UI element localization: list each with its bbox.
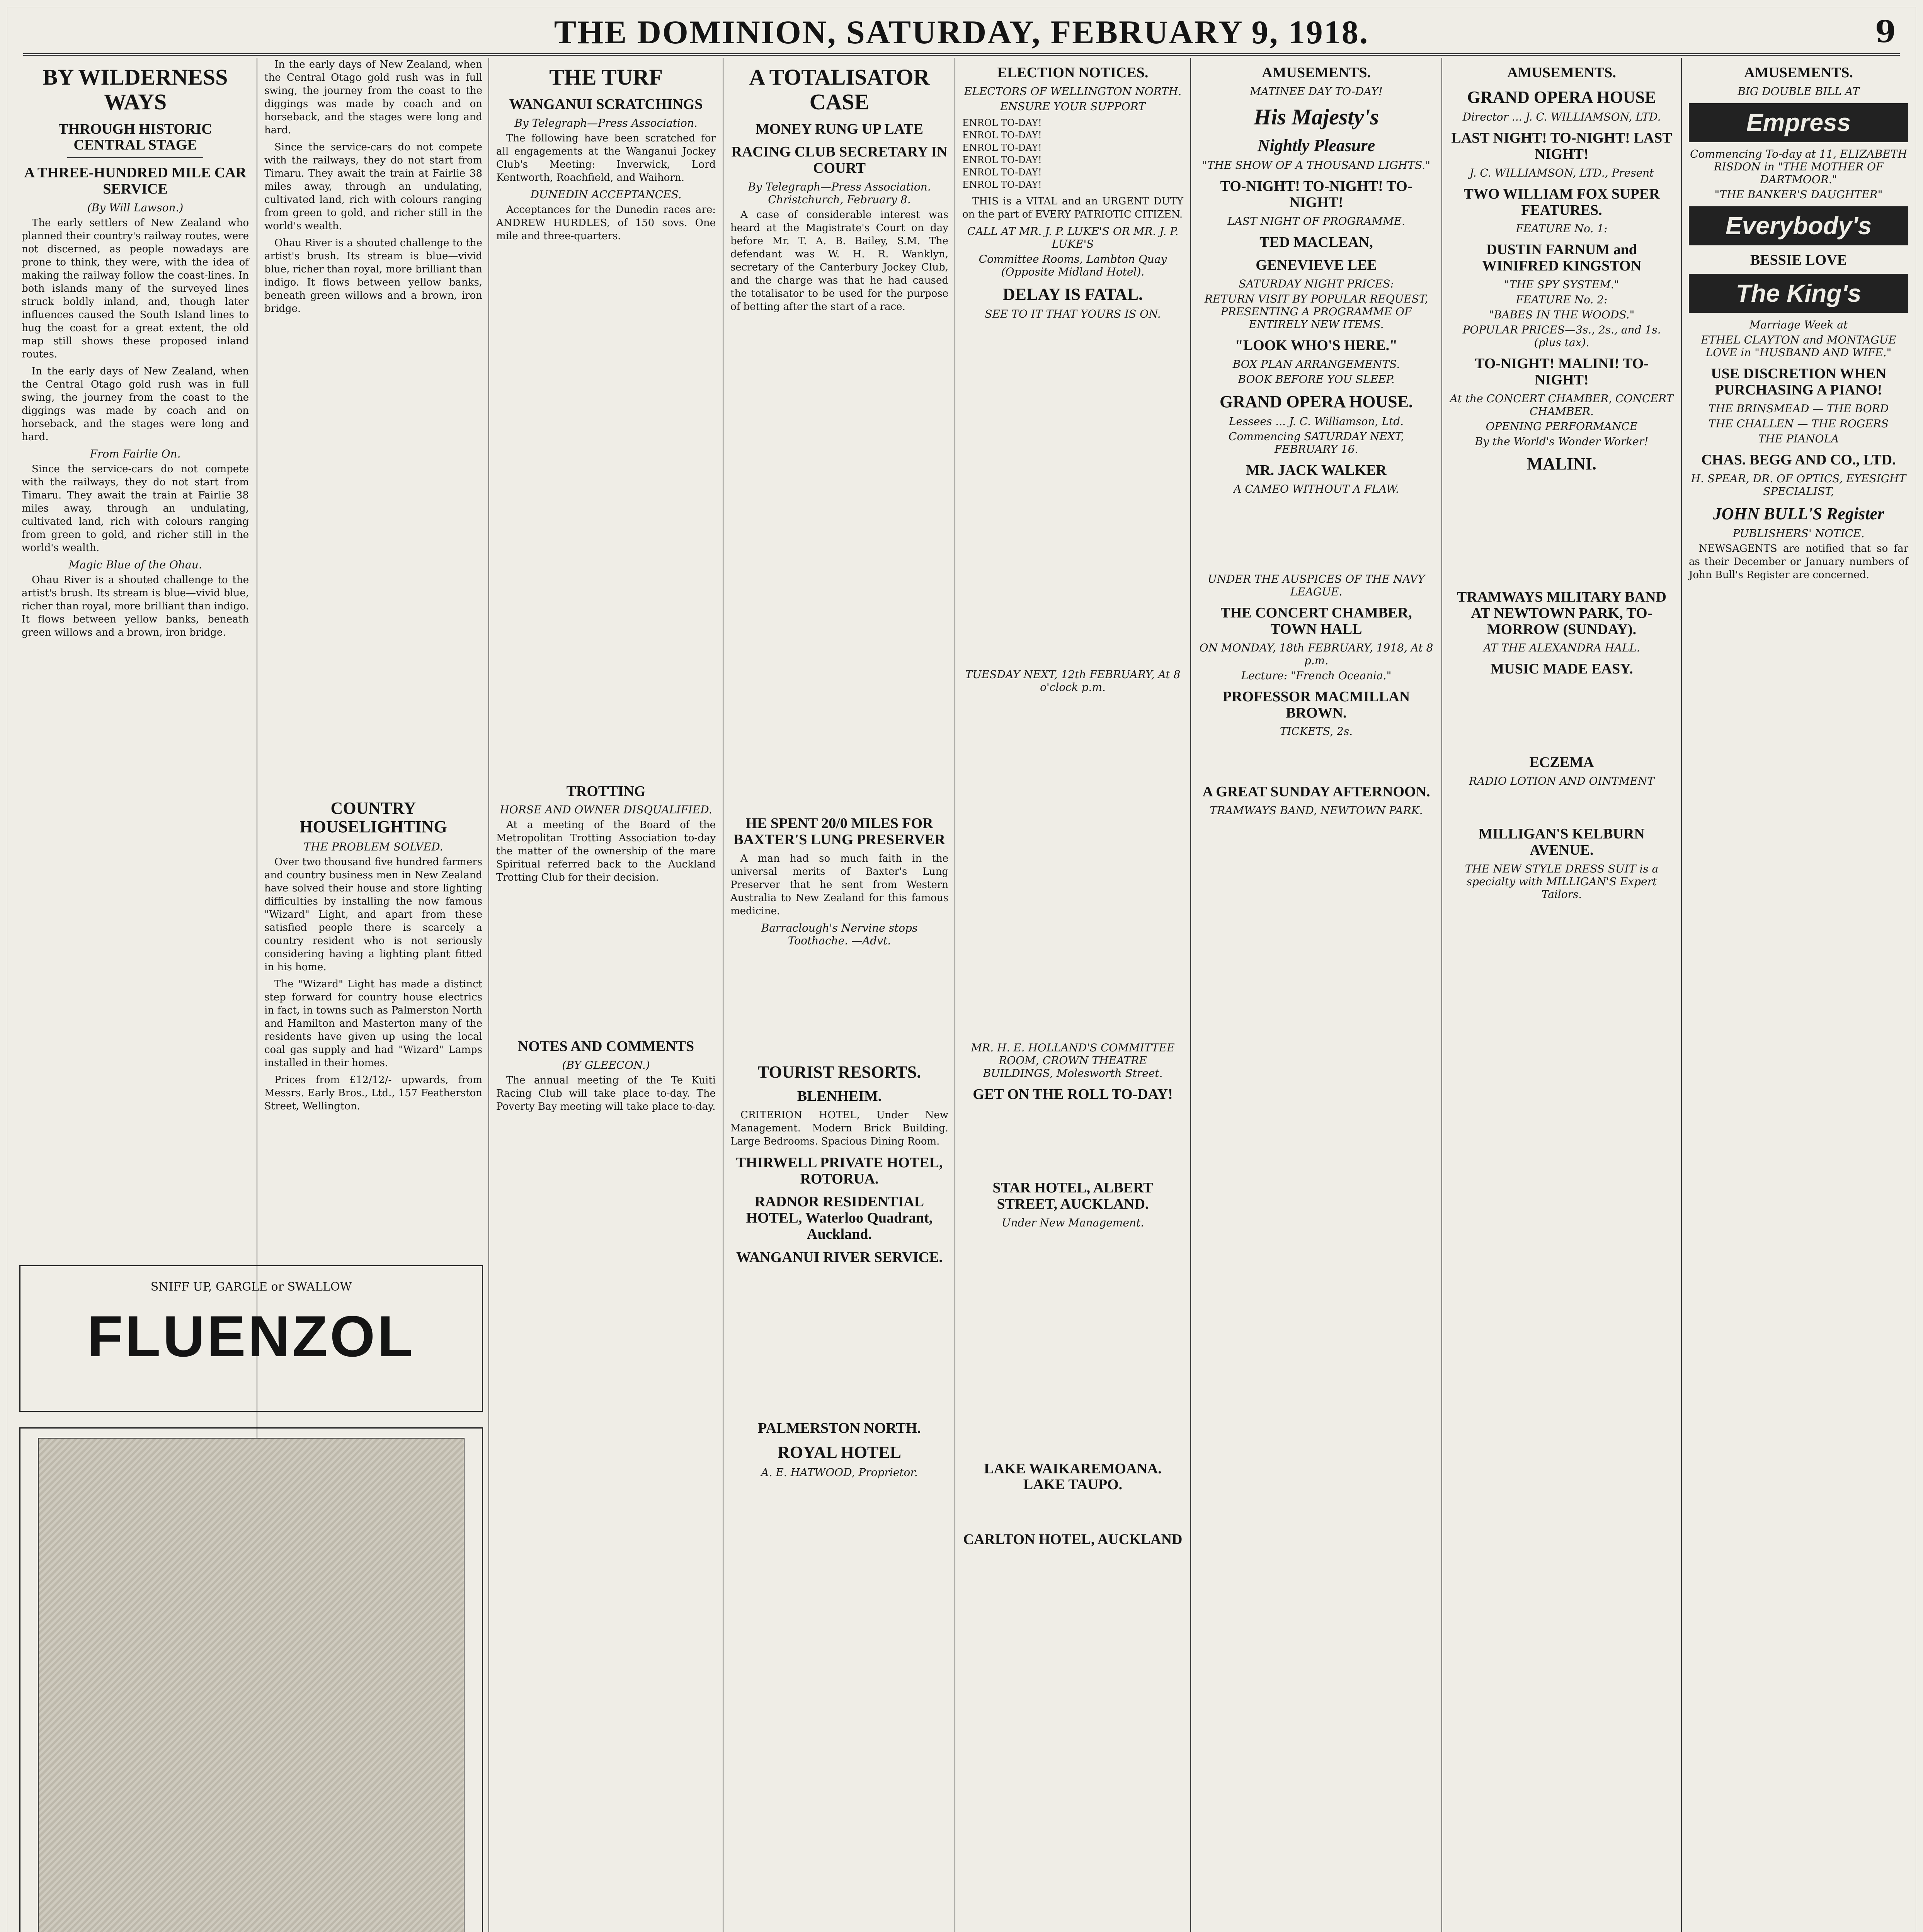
article-subhead: DUNEDIN ACCEPTANCES. bbox=[530, 188, 682, 201]
notice-line: MR. H. E. HOLLAND'S COMMITTEE ROOM, CROWN THEATRE BUILDINGS, Molesworth Street. bbox=[971, 1041, 1175, 1080]
section-headline: ELECTION NOTICES. bbox=[997, 65, 1149, 81]
theatre-name: His Majesty's bbox=[1254, 104, 1379, 129]
column-3 bbox=[490, 58, 722, 1932]
ad-line: THE PIANOLA bbox=[1758, 432, 1839, 445]
article-section: RACING CLUB SECRETARY IN COURT bbox=[731, 144, 948, 177]
resort-listing: CRITERION HOTEL, Under New Management. Modern Brick Building. Large Bedrooms. Spacious Dining Room. bbox=[730, 1109, 948, 1147]
column-rule bbox=[488, 58, 489, 1932]
column-rule bbox=[1441, 58, 1442, 1932]
amuse-line: TICKETS, 2s. bbox=[1280, 725, 1353, 738]
article-subhead: MONEY RUNG UP LATE bbox=[756, 121, 923, 137]
resort-listing: WANGANUI RIVER SERVICE. bbox=[736, 1249, 943, 1265]
article-section: A THREE-HUNDRED MILE CAR SERVICE bbox=[24, 165, 247, 197]
john-bull-logo: JOHN BULL'S Register bbox=[1713, 504, 1884, 523]
article-subhead: (BY GLEECON.) bbox=[562, 1059, 650, 1072]
amuse-line: Lessees ... J. C. Williamson, Ltd. bbox=[1229, 415, 1404, 428]
amuse-headline: TRAMWAYS MILITARY BAND AT NEWTOWN PARK, TO-MORROW (SUNDAY). bbox=[1457, 588, 1666, 638]
article-paragraph: Since the service-cars do not compete with the railways, they do not start from Timaru. They await the train at Fairlie 38 miles away, through an undulating, cultivated land, rich with colours ranging from green to gold, and richer still in the world's wealth. bbox=[264, 141, 482, 232]
article-subhead: THE PROBLEM SOLVED. bbox=[303, 840, 443, 853]
column-rule bbox=[1681, 58, 1682, 1932]
article-paragraph: Since the service-cars do not compete with the railways, they do not start from Timaru. They await the train at Fairlie 38 miles away, through an undulating, cultivated land, rich with colours ranging from green to gold, and richer still in the world's wealth. bbox=[22, 463, 249, 554]
article-paragraph: A man had so much faith in the universal merits of Baxter's Lung Preserver that he sent from Western Australia to New Zealand for this famous medicine. bbox=[730, 852, 948, 917]
enrol-line: ENROL TO-DAY! bbox=[962, 142, 1042, 153]
everybodys-logo: Everybody's bbox=[1689, 206, 1908, 245]
ad-line: THE CHALLEN — THE ROGERS bbox=[1709, 417, 1889, 430]
resort-listing: CARLTON HOTEL, AUCKLAND bbox=[963, 1531, 1183, 1548]
column-2 bbox=[258, 58, 488, 1252]
article-paragraph: The "Wizard" Light has made a distinct step forward for country house electrics in fact, in towns such as Palmerston North and Hamilton and Masterton many of the residents have given up using the local coal gas supply and had "Wizard" Lamps installed in their homes. bbox=[264, 978, 482, 1069]
kodak-ad bbox=[19, 1427, 483, 1932]
ad-brand: CHAS. BEGG AND CO., LTD. bbox=[1701, 451, 1896, 468]
kings-logo: The King's bbox=[1689, 274, 1908, 313]
article-paragraph: Over two thousand five hundred farmers and country business men in New Zealand have solved their house and store lighting difficulties by installing the now famous "Wizard" Light, and apart from these satisfied people there is scarcely a country resident who is not seriously considering having a lighting plant fitted in his home. bbox=[264, 856, 482, 973]
section-headline: TOURIST RESORTS. bbox=[757, 1062, 921, 1082]
amuse-line: At the CONCERT CHAMBER, CONCERT CHAMBER. bbox=[1450, 392, 1674, 418]
performer-name: TED MACLEAN, bbox=[1259, 234, 1373, 250]
theatre-name: GRAND OPERA HOUSE bbox=[1467, 87, 1656, 107]
amuse-line: ETHEL CLAYTON and MONTAGUE LOVE in "HUSBAND AND WIFE." bbox=[1701, 333, 1896, 359]
amuse-line: AT THE ALEXANDRA HALL. bbox=[1483, 641, 1640, 655]
article-headline: NOTES AND COMMENTS bbox=[517, 1038, 694, 1055]
notice-line: ENSURE YOUR SUPPORT bbox=[1000, 100, 1145, 113]
resort-place: BLENHEIM. bbox=[797, 1088, 882, 1104]
column-5 bbox=[956, 58, 1190, 1932]
amuse-headline: TO-NIGHT! MALINI! TO-NIGHT! bbox=[1475, 355, 1649, 388]
article-headline: A TOTALISATOR CASE bbox=[749, 65, 930, 114]
article-subhead: Magic Blue of the Ohau. bbox=[68, 558, 202, 571]
byline: By Telegraph—Press Association. bbox=[514, 116, 698, 129]
amuse-line: SATURDAY NIGHT PRICES: bbox=[1239, 277, 1394, 291]
byline: By Telegraph—Press Association. Christchurch, February 8. bbox=[748, 180, 931, 206]
advert-line: Barraclough's Nervine stops Toothache. —Advt. bbox=[761, 921, 918, 947]
article-headline: HE SPENT 20/0 MILES FOR BAXTER'S LUNG PRESERVER bbox=[733, 815, 945, 848]
section-headline: AMUSEMENTS. bbox=[1744, 65, 1853, 81]
amuse-line: MATINEE DAY TO-DAY! bbox=[1250, 85, 1383, 98]
fluenzol-ad bbox=[19, 1265, 483, 1412]
enrol-line: ENROL TO-DAY! bbox=[962, 117, 1042, 128]
article-paragraph: A case of considerable interest was heard at the Magistrate's Court on day before Mr. T. A. B. Bailey, S.M. The defendant was W. H. R. Wanklyn, secretary of the Canterbury Jockey Club, and the charge was that he had caused the totalisator to be used for the purpose of betting after the start of a race. bbox=[730, 209, 948, 313]
resort-listing: ROYAL HOTEL bbox=[778, 1443, 901, 1462]
amuse-line: Commencing SATURDAY NEXT, FEBRUARY 16. bbox=[1229, 430, 1404, 456]
notice-paragraph: THIS is a VITAL and an URGENT DUTY on the part of EVERY PATRIOTIC CITIZEN. bbox=[962, 195, 1183, 220]
theatre-slogan: Nightly Pleasure bbox=[1257, 136, 1375, 155]
amuse-line: Director ... J. C. WILLIAMSON, LTD. bbox=[1462, 111, 1661, 124]
page-number: 9 bbox=[1875, 14, 1896, 49]
resort-place: PALMERSTON NORTH. bbox=[758, 1420, 921, 1436]
amuse-headline: TWO WILLIAM FOX SUPER FEATURES. bbox=[1464, 185, 1660, 218]
notice-line: ELECTORS OF WELLINGTON NORTH. bbox=[964, 85, 1182, 98]
ad-line: H. SPEAR, DR. OF OPTICS, EYESIGHT SPECIALIST, bbox=[1691, 472, 1906, 498]
resort-line: Under New Management. bbox=[1001, 1216, 1144, 1229]
article-paragraph: At a meeting of the Board of the Metropolitan Trotting Association to-day the matter of the ownership of the mare Spiritual referred back to the Auckland Trotting Club for their decision. bbox=[496, 819, 716, 884]
notice-headline: GET ON THE ROLL TO-DAY! bbox=[973, 1086, 1173, 1103]
amuse-line: LAST NIGHT OF PROGRAMME. bbox=[1227, 214, 1405, 228]
amuse-line: A CAMEO WITHOUT A FLAW. bbox=[1234, 483, 1399, 496]
amuse-headline: "LOOK WHO'S HERE." bbox=[1235, 337, 1398, 354]
amuse-line: UNDER THE AUSPICES OF THE NAVY LEAGUE. bbox=[1208, 573, 1425, 599]
amuse-headline: TO-NIGHT! TO-NIGHT! TO-NIGHT! bbox=[1220, 178, 1412, 211]
amuse-line: FEATURE No. 1: bbox=[1516, 222, 1608, 235]
ad-tagline: SNIFF UP, GARGLE or SWALLOW bbox=[150, 1280, 352, 1294]
section-headline: AMUSEMENTS. bbox=[1262, 65, 1371, 81]
article-paragraph: Prices from £12/12/- upwards, from Messrs. Early Bros., Ltd., 157 Featherston Street, Wellington. bbox=[264, 1074, 482, 1112]
resort-listing: STAR HOTEL, ALBERT STREET, AUCKLAND. bbox=[992, 1179, 1153, 1212]
article-headline: BY WILDERNESS WAYS bbox=[43, 65, 228, 114]
amuse-line: "THE SHOW OF A THOUSAND LIGHTS." bbox=[1202, 158, 1430, 172]
continued-text bbox=[264, 58, 482, 792]
article-headline: COUNTRY HOUSELIGHTING bbox=[300, 799, 447, 837]
amuse-line: By the World's Wonder Worker! bbox=[1475, 435, 1649, 448]
section-headline: AMUSEMENTS. bbox=[1507, 65, 1616, 81]
ad-line: PUBLISHERS' NOTICE. bbox=[1732, 527, 1865, 540]
ad-line: RADIO LOTION AND OINTMENT bbox=[1469, 774, 1654, 787]
amuse-line: TRAMWAYS BAND, NEWTOWN PARK. bbox=[1210, 804, 1423, 817]
column-6 bbox=[1192, 58, 1441, 1932]
amuse-line: J. C. WILLIAMSON, LTD., Present bbox=[1469, 166, 1654, 179]
ad-headline: ECZEMA bbox=[1529, 754, 1594, 771]
article-subhead: HORSE AND OWNER DISQUALIFIED. bbox=[500, 803, 712, 816]
resort-listing: THIRWELL PRIVATE HOTEL, ROTORUA. bbox=[736, 1154, 943, 1187]
article-paragraph: The early settlers of New Zealand who planned their country's railway routes, were not discerned, as people nowadays are prone to think, they were, with the idea of making the railway follow the coast-lines. In both islands many of the surveyed lines struck boldly inland, and, though later influences caused the South Island lines to hug the coast for a great extent, the old map still shows these proposed inland routes. bbox=[22, 217, 249, 360]
article-paragraph: Ohau River is a shouted challenge to the artist's brush. Its stream is blue—vivid blue, richer than royal, more brilliant than indigo. It flows between yellow banks, beneath green willows and a brown, iron bridge. bbox=[264, 237, 482, 315]
article-subhead: THROUGH HISTORIC CENTRAL STAGE bbox=[58, 121, 212, 153]
amuse-line: Marriage Week at bbox=[1749, 318, 1848, 332]
performer-name: MR. JACK WALKER bbox=[1246, 462, 1387, 479]
amuse-headline: A GREAT SUNDAY AFTERNOON. bbox=[1202, 784, 1430, 800]
notice-line: TUESDAY NEXT, 12th FEBRUARY, At 8 o'clock p.m. bbox=[965, 668, 1181, 694]
film-title: "BABES IN THE WOODS." bbox=[1489, 308, 1635, 321]
performer-name: MALINI. bbox=[1527, 454, 1596, 473]
article-headline: WANGANUI SCRATCHINGS bbox=[509, 96, 703, 112]
ad-headline: USE DISCRETION WHEN PURCHASING A PIANO! bbox=[1711, 366, 1886, 398]
article-headline: TROTTING bbox=[566, 783, 646, 799]
ad-brand: FLUENZOL bbox=[87, 1304, 415, 1369]
masthead bbox=[23, 11, 1900, 56]
column-7 bbox=[1443, 58, 1680, 1932]
article-paragraph: Acceptances for the Dunedin races are: ANDREW HURDLES, of 150 sovs. One mile and three-quarters. bbox=[496, 204, 716, 242]
amuse-line: ON MONDAY, 18th FEBRUARY, 1918, At 8 p.m. bbox=[1199, 641, 1433, 667]
column-4 bbox=[724, 58, 955, 1932]
divider bbox=[67, 157, 204, 158]
amuse-headline: MUSIC MADE EASY. bbox=[1490, 661, 1633, 677]
amuse-line: FEATURE No. 2: bbox=[1516, 293, 1608, 306]
amuse-line: POPULAR PRICES—3s., 2s., and 1s. (plus tax). bbox=[1462, 323, 1661, 349]
resort-proprietor: A. E. HATWOOD, Proprietor. bbox=[761, 1466, 918, 1479]
article-paragraph: In the early days of New Zealand, when the Central Otago gold rush was in full swing, the journey from the coast to the diggings was made by coach and on horseback, and the stages were long and hard. bbox=[22, 365, 249, 443]
enrol-line: ENROL TO-DAY! bbox=[962, 179, 1042, 190]
article-paragraph: The following have been scratched for all engagements at the Wanganui Jockey Club's Meeting: Inverwick, Lord Kentworth, Roachfield, and Waihorn. bbox=[496, 132, 716, 184]
article-paragraph: Ohau River is a shouted challenge to the artist's brush. Its stream is blue—vivid blue, richer than royal, more brilliant than indigo. It flows between yellow banks, beneath green willows and a brown, iron bridge. bbox=[22, 574, 249, 638]
section-headline: THE TURF bbox=[549, 65, 663, 90]
amuse-line: OPENING PERFORMANCE bbox=[1486, 420, 1638, 433]
enrol-list bbox=[962, 117, 1183, 191]
amuse-line: BIG DOUBLE BILL AT bbox=[1738, 85, 1860, 98]
article-paragraph: The annual meeting of the Te Kuiti Racing Club will take place to-day. The Poverty Bay meeting will take place to-day. bbox=[496, 1075, 716, 1113]
ad-paragraph: NEWSAGENTS are notified that so far as their December or January numbers of John Bull's Register are concerned. bbox=[1689, 543, 1908, 581]
byline: (By Will Lawson.) bbox=[87, 201, 184, 214]
amuse-line: BOX PLAN ARRANGEMENTS. bbox=[1232, 357, 1400, 371]
empress-logo: Empress bbox=[1689, 103, 1908, 142]
performer-name: PROFESSOR MACMILLAN BROWN. bbox=[1222, 688, 1410, 721]
performer-name: BESSIE LOVE bbox=[1750, 252, 1847, 269]
notice-line: CALL AT MR. J. P. LUKE'S OR MR. J. P. LUKE'S bbox=[967, 224, 1179, 250]
article-paragraph: In the early days of New Zealand, when the Central Otago gold rush was in full swing, the journey from the coast to the diggings was made by coach and on horseback, and the stages were long and hard. bbox=[264, 59, 482, 136]
children-illustration bbox=[38, 1438, 465, 1932]
amuse-line: RETURN VISIT BY POPULAR REQUEST, PRESENTING A PROGRAMME OF ENTIRELY NEW ITEMS. bbox=[1204, 293, 1428, 331]
column-rule bbox=[1190, 58, 1191, 1932]
amuse-line: BOOK BEFORE YOU SLEEP. bbox=[1238, 372, 1395, 386]
column-8 bbox=[1683, 58, 1914, 1932]
enrol-line: ENROL TO-DAY! bbox=[962, 129, 1042, 141]
notice-headline: DELAY IS FATAL. bbox=[1002, 284, 1143, 304]
performer-name: GENEVIEVE LEE bbox=[1256, 257, 1377, 274]
ad-headline: MILLIGAN'S KELBURN AVENUE. bbox=[1479, 825, 1645, 858]
resort-listing: LAKE WAIKAREMOANA. LAKE TAUPO. bbox=[984, 1460, 1162, 1493]
venue-name: THE CONCERT CHAMBER, TOWN HALL bbox=[1220, 605, 1412, 637]
enrol-line: ENROL TO-DAY! bbox=[962, 167, 1042, 178]
ad-line: THE NEW STYLE DRESS SUIT is a specialty with MILLIGAN'S Expert Tailors. bbox=[1465, 862, 1659, 901]
amuse-line: Lecture: "French Oceania." bbox=[1241, 669, 1392, 682]
resort-listing: RADNOR RESIDENTIAL HOTEL, Waterloo Quadrant, Auckland. bbox=[746, 1194, 933, 1242]
enrol-line: ENROL TO-DAY! bbox=[962, 154, 1042, 165]
performer-name: DUSTIN FARNUM and WINIFRED KINGSTON bbox=[1482, 242, 1642, 274]
ad-line: THE BRINSMEAD — THE BORD bbox=[1708, 402, 1889, 415]
amuse-headline: LAST NIGHT! TO-NIGHT! LAST NIGHT! bbox=[1451, 130, 1672, 162]
amuse-line: "THE BANKER'S DAUGHTER" bbox=[1714, 188, 1883, 201]
theatre-name: GRAND OPERA HOUSE. bbox=[1220, 392, 1413, 411]
article-subhead: From Fairlie On. bbox=[90, 447, 181, 460]
film-title: "THE SPY SYSTEM." bbox=[1504, 278, 1619, 291]
masthead-title: THE DOMINION, SATURDAY, FEBRUARY 9, 1918. bbox=[554, 14, 1369, 51]
notice-line: Committee Rooms, Lambton Quay (Opposite Midland Hotel). bbox=[979, 252, 1167, 278]
notice-line: SEE TO IT THAT YOURS IS ON. bbox=[985, 308, 1161, 321]
amuse-line: Commencing To-day at 11, ELIZABETH RISDON in "THE MOTHER OF DARTMOOR." bbox=[1690, 147, 1907, 186]
